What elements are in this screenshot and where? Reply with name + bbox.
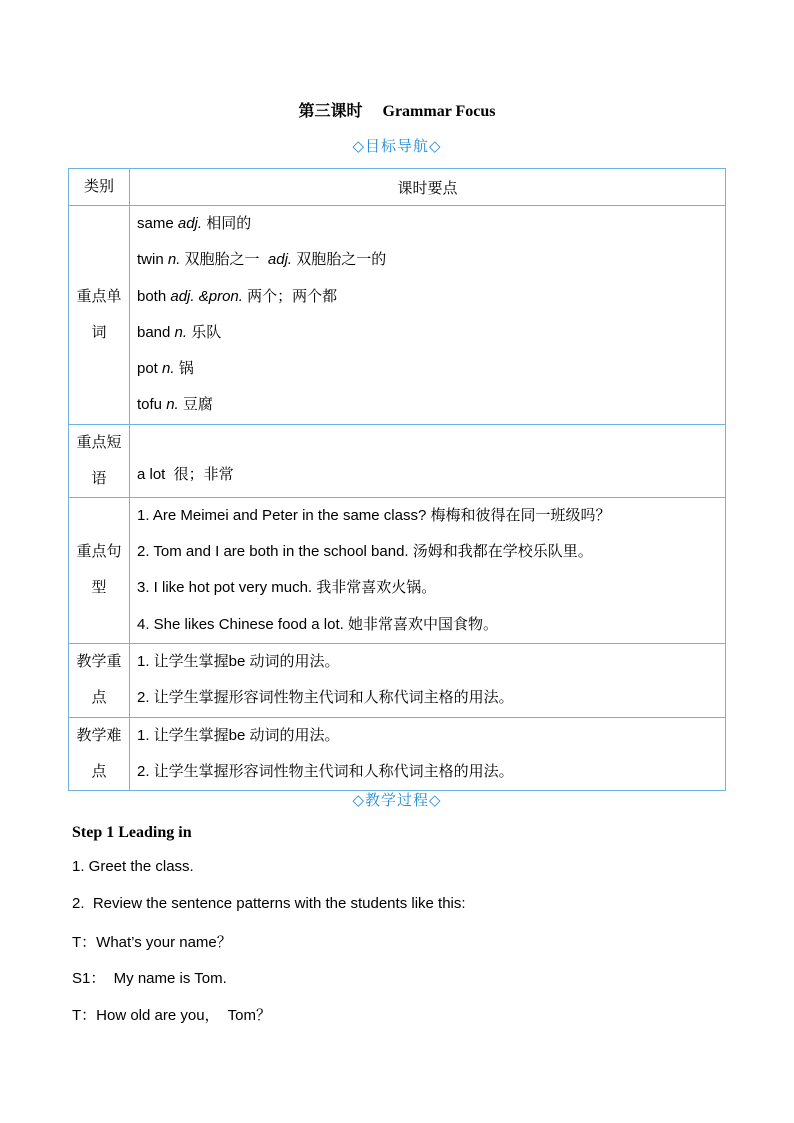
category-label: 点 bbox=[91, 762, 107, 780]
difficult-point-item: 2. 让学生掌握形容词性物主代词和人称代词主格的用法。 bbox=[137, 762, 514, 780]
word-item: tofu n. 豆腐 bbox=[137, 396, 213, 414]
category-cell-key-points bbox=[69, 643, 130, 717]
category-label: 重点短 bbox=[76, 433, 122, 451]
phrase-item: a lot 很；非常 bbox=[137, 465, 234, 483]
word-item: both adj. &pron. 两个；两个都 bbox=[137, 287, 338, 305]
step-line: 1. Greet the class. bbox=[72, 858, 194, 875]
lesson-title bbox=[0, 98, 794, 121]
category-label: 教学重 bbox=[76, 653, 122, 671]
content-cell-phrases bbox=[130, 424, 726, 497]
dialogue-line: T：How old are you， Tom？ bbox=[72, 1007, 271, 1024]
lesson-plan-table bbox=[68, 168, 726, 791]
category-label: 教学难 bbox=[76, 726, 122, 744]
key-point-item: 2. 让学生掌握形容词性物主代词和人称代词主格的用法。 bbox=[137, 689, 514, 707]
category-label: 重点单 bbox=[76, 287, 122, 305]
table-row-key-points bbox=[69, 643, 726, 717]
header-category: 类别 bbox=[69, 169, 130, 206]
step-line: 2. Review the sentence patterns with the students like this: bbox=[72, 895, 466, 912]
table-row-difficult-points bbox=[69, 717, 726, 791]
lesson-topic: Grammar Focus bbox=[382, 103, 496, 120]
word-item: band n. 乐队 bbox=[137, 323, 222, 341]
content-cell-difficult-points bbox=[130, 717, 726, 791]
category-label: 语 bbox=[91, 469, 107, 487]
table-row-phrases bbox=[69, 424, 726, 497]
table-header-row bbox=[69, 169, 726, 206]
header-points: 课时要点 bbox=[130, 169, 726, 206]
section-heading-process: ◇教学过程◇ bbox=[352, 791, 442, 809]
sentence-item: 4. She likes Chinese food a lot. 她非常喜欢中国食物。 bbox=[137, 615, 498, 633]
word-item: pot n. 锅 bbox=[137, 360, 194, 378]
word-item: twin n. 双胞胎之一 adj. 双胞胎之一的 bbox=[137, 251, 387, 269]
dialogue-line: T：What’s your name？ bbox=[72, 934, 232, 951]
category-cell-words bbox=[69, 206, 130, 425]
table-row-words bbox=[69, 206, 726, 425]
key-point-item: 1. 让学生掌握be 动词的用法。 bbox=[137, 652, 340, 670]
step-title: Step 1 Leading in bbox=[72, 824, 192, 841]
category-cell-phrases bbox=[69, 424, 130, 497]
category-label: 型 bbox=[91, 579, 107, 597]
table-row-sentences bbox=[69, 497, 726, 643]
section-heading-goals: ◇目标导航◇ bbox=[352, 137, 442, 155]
sentence-item: 1. Are Meimei and Peter in the same class? 梅梅和彼得在同一班级吗？ bbox=[137, 506, 611, 524]
dialogue-line: S1： My name is Tom. bbox=[72, 970, 227, 987]
category-cell-sentences bbox=[69, 497, 130, 643]
word-item: same adj. 相同的 bbox=[137, 215, 252, 232]
content-cell-key-points bbox=[130, 643, 726, 717]
content-cell-words bbox=[130, 206, 726, 425]
content-cell-sentences bbox=[130, 497, 726, 643]
category-label: 点 bbox=[91, 689, 107, 707]
category-label: 词 bbox=[91, 323, 107, 341]
sentence-item: 2. Tom and I are both in the school band. 汤姆和我都在学校乐队里。 bbox=[137, 543, 593, 561]
category-label: 重点句 bbox=[76, 543, 122, 561]
sentence-item: 3. I like hot pot very much. 我非常喜欢火锅。 bbox=[137, 579, 437, 597]
lesson-number: 第三课时 bbox=[298, 103, 363, 120]
difficult-point-item: 1. 让学生掌握be 动词的用法。 bbox=[137, 726, 340, 744]
category-cell-difficult-points bbox=[69, 717, 130, 791]
